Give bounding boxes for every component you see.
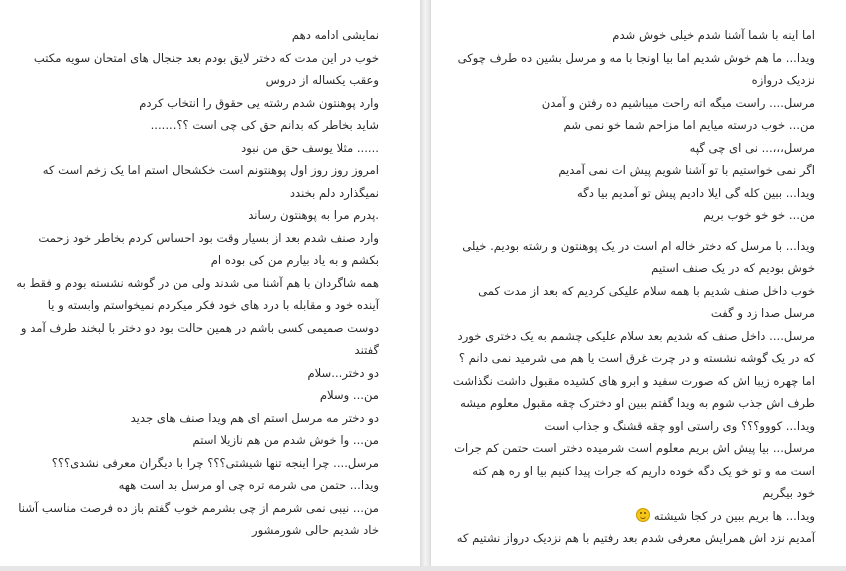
text-line: که در یک گوشه نشسته و در چرت غرق است یا هم می شرمید نمی دانم ؟ <box>458 351 815 365</box>
text-line: دو دختر...سلام <box>307 365 379 380</box>
left-page-text <box>16 24 379 542</box>
text-line: خود بیگریم <box>762 486 815 500</box>
text-line: وعقب یکساله از دروس <box>265 73 379 87</box>
text-line: امروز روز روز اول پوهنتونم است خکشحال استم اما یک زخم است که <box>42 163 379 177</box>
text-line: من... وسلام <box>319 388 379 402</box>
text-line: ویدا... ها بریم ببین در کجا شیشته <box>653 508 815 523</box>
text-line: دو دختر مه مرسل استم ای هم ویدا صنف های جدید <box>130 410 379 425</box>
text-line: ویدا... کووو؟؟؟ وی راستی اوو چقه قشنگ و جذاب است <box>544 418 815 433</box>
text-line: مرسل.... راست میگه اته راحت میباشیم ده رفتن و آمدن <box>541 95 815 110</box>
text-line: ویدا... حتمن می شرمه تره چی او مرسل بد است ههه <box>118 478 379 492</box>
text-line: خوب در این مدت که دختر لایق بودم بعد جنجال های امتحان سویه مکتب <box>33 50 379 65</box>
text-line: من... نیبی نمی شرمم از چی بشرمم خوب گفتم باز ده فرصت مناسب آشنا <box>18 500 379 515</box>
paragraph-gap <box>455 227 815 235</box>
text-line: آمدیم نزد اش همرایش معرفی شدم بعد رفتیم با هم نزدیک درواز نشتیم که <box>456 531 815 545</box>
right-page <box>430 0 846 566</box>
text-line: آینده خود و مقابله با درد های خود فکر میکردم نمیخواستم وابسته و یا <box>47 298 379 312</box>
text-line: .پدرم مرا به پوهنتون رساند <box>248 208 379 222</box>
text-line: من... خوب درسته میایم اما مزاحم شما خو نمی شم <box>563 118 815 132</box>
text-line: نمایشی ادامه دهم <box>291 28 379 42</box>
text-line: گفتند <box>354 343 379 357</box>
text-line: مرسل،،،... نی ای چی گپه <box>689 140 815 155</box>
text-line: طرف اش جذب شوم به ویدا گفتم ببین او دخترک چقه مقبول معلوم میشه <box>460 396 815 410</box>
text-line: خاد شدیم حالی شورمشور <box>252 523 379 537</box>
text-line: نزدیک دروازه <box>751 73 815 87</box>
text-line: مرسل.... داخل صنف که شدیم بعد سلام علیکی چشمم به یک دختری خورد <box>457 328 815 343</box>
text-line: وارد صنف شدم بعد از بسیار وقت بود احساس کردم بخاطر خود زحمت <box>38 230 379 245</box>
smiling-face-icon <box>636 508 650 522</box>
text-line: بکشم و به یاد بیارم من کی بوده ام <box>210 253 379 267</box>
text-line: دوست صمیمی کسی باشم در همین حالت بود دو دختر با لبخند طرف آمد و <box>20 320 379 335</box>
bottom-edge <box>0 566 846 571</box>
text-line: ویدا... ما هم خوش شدیم اما بیا اونجا با مه و مرسل بشین ده طرف چوکی <box>457 50 815 65</box>
text-line: اگر نمی خواستیم با تو آشنا شویم پیش ات نمی آمدیم <box>558 163 815 177</box>
right-page-text <box>452 24 815 550</box>
text-line: شاید بخاطر که بدانم حق کی چی است ؟؟....... <box>150 118 379 132</box>
text-line: خوش بودیم که در یک صنف استیم <box>651 261 815 275</box>
text-line: مرسل صدا زد و گفت <box>710 306 815 320</box>
text-line-with-emoji <box>455 505 815 528</box>
text-line: ویدا... ببین کله گی ایلا دادیم پیش تو آمدیم بیا دگه <box>576 185 815 200</box>
page-gutter <box>421 0 430 571</box>
text-line: خوب داخل صنف شدیم با همه سلام علیکی کردیم که بعد از مدت کمی <box>478 283 815 298</box>
text-line: وارد پوهنتون شدم رشته یی حقوق را انتخاب کردم <box>139 95 379 110</box>
text-line: من... وا خوش شدم من هم نازیلا استم <box>192 433 379 447</box>
text-line: مرسل.... چرا اینجه تنها شیشتی؟؟؟ چرا با دیگران معرفی نشدی؟؟؟ <box>51 455 379 470</box>
left-page <box>0 0 421 566</box>
text-line: ویدا... با مرسل که دختر خاله ام است در یک پوهنتون و رشته بودیم. خیلی <box>462 238 815 253</box>
text-line: مرسل... بیا پیش اش بریم معلوم است شرمیده دختر است حتمن کم جرات <box>454 441 815 455</box>
text-line: اما چهره زیبا اش که صورت سفید و ابرو های کشیده مقبول داشت نگذاشت <box>452 373 815 388</box>
text-line: همه شاگردان با هم آشنا می شدند ولی من در گوشه نشسته بودم و فقط به <box>16 275 379 290</box>
text-line: من... خو خو خوب بریم <box>703 208 815 222</box>
text-line: است مه و تو خو یک دگه خوده داریم که جرات پیدا کنیم بیا او ره هم کته <box>472 463 815 478</box>
text-line: اما اینه با شما آشنا شدم خیلی خوش شدم <box>612 28 815 42</box>
text-line: ...... مثلا یوسف حق من نبود <box>241 140 379 155</box>
text-line: نمیگذارد دلم بخندد <box>289 185 379 200</box>
